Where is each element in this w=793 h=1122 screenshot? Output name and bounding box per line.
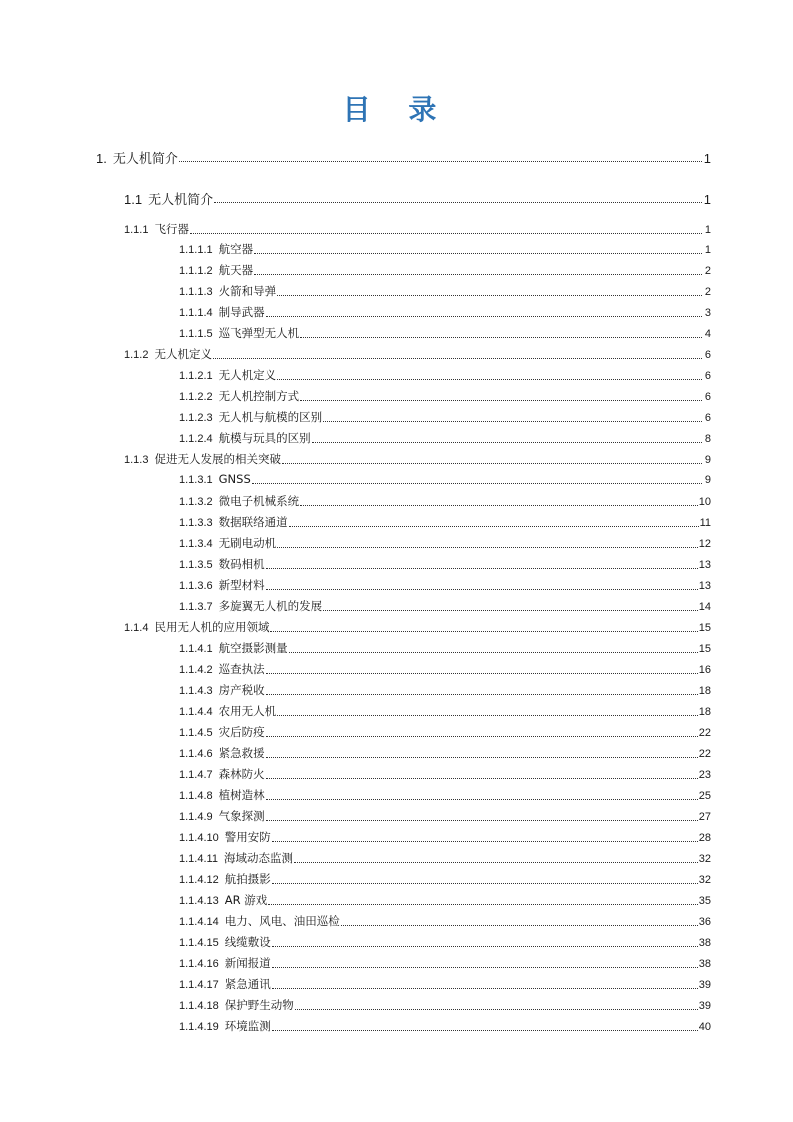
toc-entry-page-number: 9 <box>704 454 711 466</box>
toc-entry-level-4[interactable] <box>179 766 711 782</box>
toc-entry-level-4[interactable] <box>179 1018 711 1034</box>
toc-entry-page-number: 6 <box>704 412 711 424</box>
toc-entry-label: 制导武器 <box>218 305 265 319</box>
dot-leader <box>323 421 702 422</box>
dot-leader <box>266 757 698 758</box>
toc-entry-label: 火箭和导弹 <box>218 284 277 298</box>
toc-entry-page-number: 11 <box>699 517 711 529</box>
toc-entry-page-number: 13 <box>698 580 711 592</box>
toc-entry-level-4[interactable] <box>179 724 711 740</box>
toc-entry-label: 植树造林 <box>218 788 265 802</box>
toc-entry-number: 1.1 <box>124 192 143 207</box>
dot-leader <box>277 547 698 548</box>
toc-entry-label: 航空器 <box>218 242 254 256</box>
toc-entry-number: 1.1.2 <box>124 349 149 361</box>
toc-entry-label: 无人机控制方式 <box>218 389 300 403</box>
dot-leader <box>272 988 698 989</box>
toc-entry-number: 1.1.3.2 <box>179 496 213 508</box>
dot-leader <box>300 505 698 506</box>
toc-entry-label: 农用无人机 <box>218 704 277 718</box>
toc-entry-number: 1.1.3.5 <box>179 559 213 571</box>
toc-entry-number: 1.1.4.15 <box>179 937 219 949</box>
dot-leader <box>272 883 698 884</box>
toc-entry-label: 数码相机 <box>218 557 265 571</box>
toc-entry-page-number: 23 <box>698 769 711 781</box>
toc-entry-number: 1.1.4.14 <box>179 916 219 928</box>
toc-entry-number: 1.1.2.2 <box>179 391 213 403</box>
toc-entry-level-4[interactable] <box>179 703 711 719</box>
toc-entry-level-4[interactable] <box>179 325 711 341</box>
dot-leader <box>272 967 698 968</box>
dot-leader <box>266 694 698 695</box>
toc-entry-level-4[interactable] <box>179 472 711 486</box>
toc-entry-level-4[interactable] <box>179 535 711 551</box>
dot-leader <box>266 799 698 800</box>
toc-entry-level-4[interactable] <box>179 892 711 908</box>
toc-entry-label: 森林防火 <box>218 767 265 781</box>
toc-entry-page-number: 38 <box>698 937 711 949</box>
toc-entry-number: 1.1.4.5 <box>179 727 213 739</box>
toc-entry-number: 1.1.4.9 <box>179 811 213 823</box>
toc-entry-level-4[interactable] <box>179 262 711 278</box>
dot-leader <box>294 862 698 863</box>
dot-leader <box>277 715 698 716</box>
toc-entry-level-4[interactable] <box>179 304 711 320</box>
toc-entry-number: 1.1.2.4 <box>179 433 213 445</box>
toc-entry-page-number: 2 <box>704 286 711 298</box>
toc-entry-number: 1.1.3.3 <box>179 517 213 529</box>
toc-entry-label: 无人机简介 <box>112 152 178 167</box>
toc-entry-number: 1.1.1.3 <box>179 286 213 298</box>
toc-entry-level-4[interactable] <box>179 430 711 446</box>
toc-entry-label: 无人机与航模的区别 <box>218 410 323 424</box>
dot-leader <box>266 820 698 821</box>
toc-entry-page-number: 2 <box>704 265 711 277</box>
toc-entry-page-number: 10 <box>698 496 711 508</box>
toc-entry-page-number: 6 <box>704 391 711 403</box>
toc-entry-label: 民用无人机的应用领域 <box>154 620 270 634</box>
toc-entry-level-4[interactable] <box>179 661 711 677</box>
toc-entry-number: 1.1.4.11 <box>179 853 218 865</box>
toc-entry-page-number: 9 <box>704 474 711 486</box>
toc-entry-page-number: 25 <box>698 790 711 802</box>
dot-leader <box>295 1009 698 1010</box>
dot-leader <box>190 233 702 234</box>
toc-entry-number: 1.1.1.2 <box>179 265 213 277</box>
toc-entry-page-number: 12 <box>698 538 711 550</box>
toc-entry-number: 1.1.4.16 <box>179 958 219 970</box>
toc-entry-level-1[interactable] <box>96 148 711 167</box>
toc-entry-page-number: 15 <box>698 643 711 655</box>
toc-entry-level-4[interactable] <box>179 283 711 299</box>
toc-entry-page-number: 38 <box>698 958 711 970</box>
toc-entry-level-4[interactable] <box>179 577 711 593</box>
toc-entry-label: 新闻报道 <box>224 956 271 970</box>
toc-entry-level-4[interactable] <box>179 493 711 509</box>
toc-entry-page-number: 15 <box>698 622 711 634</box>
toc-entry-number: 1.1.4.17 <box>179 979 219 991</box>
toc-entry-label: 灾后防疫 <box>218 725 265 739</box>
toc-entry-level-4[interactable] <box>179 829 711 845</box>
toc-entry-level-4[interactable] <box>179 409 711 425</box>
toc-entry-number: 1.1.4.1 <box>179 643 213 655</box>
dot-leader <box>254 274 702 275</box>
dot-leader <box>268 904 697 905</box>
toc-entry-number: 1.1.3.6 <box>179 580 213 592</box>
toc-entry-level-4[interactable] <box>179 598 711 614</box>
toc-entry-label: 房产税收 <box>218 683 265 697</box>
toc-entry-number: 1.1.4.19 <box>179 1021 219 1033</box>
toc-entry-level-4[interactable] <box>179 997 711 1013</box>
toc-entry-level-4[interactable] <box>179 367 711 383</box>
toc-entry-label: 巡飞弹型无人机 <box>218 326 300 340</box>
toc-entry-number: 1.1.4.3 <box>179 685 213 697</box>
toc-entry-number: 1.1.3.4 <box>179 538 213 550</box>
toc-entry-level-4[interactable] <box>179 976 711 992</box>
dot-leader <box>300 337 702 338</box>
toc-entry-number: 1.1.1.1 <box>179 244 213 256</box>
toc-entry-level-4[interactable] <box>179 808 711 824</box>
toc-entry-level-4[interactable] <box>179 934 711 950</box>
toc-entry-page-number: 16 <box>698 664 711 676</box>
toc-entry-number: 1.1.4 <box>124 622 149 634</box>
toc-entry-label: 航模与玩具的区别 <box>218 431 311 445</box>
toc-entry-page-number: 14 <box>698 601 711 613</box>
toc-entry-number: 1.1.3 <box>124 454 149 466</box>
dot-leader <box>289 652 698 653</box>
toc-entry-label: 气象探测 <box>218 809 265 823</box>
toc-entry-page-number: 6 <box>704 349 711 361</box>
toc-entry-number: 1.1.4.13 <box>179 895 219 907</box>
toc-entry-number: 1.1.4.10 <box>179 832 219 844</box>
toc-entry-level-4[interactable] <box>179 388 711 404</box>
dot-leader <box>266 589 698 590</box>
dot-leader <box>282 463 702 464</box>
toc-entry-page-number: 18 <box>698 685 711 697</box>
dot-leader <box>312 442 702 443</box>
toc-entry-level-4[interactable] <box>179 745 711 761</box>
dot-leader <box>179 161 702 162</box>
toc-entry-level-4[interactable] <box>179 514 711 530</box>
toc-entry-label: 环境监测 <box>224 1019 271 1033</box>
toc-entry-label: 电力、风电、油田巡检 <box>224 914 340 928</box>
toc-entry-number: 1.1.1.4 <box>179 307 213 319</box>
toc-entry-label: 线缆敷设 <box>224 935 271 949</box>
dot-leader <box>266 778 698 779</box>
dot-leader <box>270 631 697 632</box>
toc-entry-number: 1.1.3.7 <box>179 601 213 613</box>
toc-entry-page-number: 3 <box>704 307 711 319</box>
toc-entry-page-number: 28 <box>698 832 711 844</box>
toc-entry-number: 1.1.4.2 <box>179 664 213 676</box>
toc-entry-label: 紧急救援 <box>218 746 265 760</box>
toc-entry-page-number: 6 <box>704 370 711 382</box>
toc-entry-level-3[interactable] <box>124 346 711 362</box>
toc-entry-level-4[interactable] <box>179 682 711 698</box>
toc-entry-level-4[interactable] <box>179 850 711 866</box>
toc-entry-label: GNSS <box>218 472 251 486</box>
toc-entry-level-4[interactable] <box>179 787 711 803</box>
toc-entry-number: 1.1.4.8 <box>179 790 213 802</box>
toc-entry-page-number: 39 <box>698 979 711 991</box>
toc-entry-level-4[interactable] <box>179 913 711 929</box>
toc-entry-number: 1.1.4.4 <box>179 706 213 718</box>
toc-entry-label: 无人机定义 <box>218 368 277 382</box>
toc-entry-number: 1.1.2.1 <box>179 370 213 382</box>
toc-entry-number: 1.1.4.12 <box>179 874 219 886</box>
toc-entry-label: 多旋翼无人机的发展 <box>218 599 323 613</box>
toc-entry-label: 巡查执法 <box>218 662 265 676</box>
toc-entry-label: 航天器 <box>218 263 254 277</box>
toc-entry-number: 1. <box>96 151 107 166</box>
toc-entry-label: 无刷电动机 <box>218 536 277 550</box>
dot-leader <box>272 1030 698 1031</box>
dot-leader <box>254 253 702 254</box>
dot-leader <box>341 925 698 926</box>
toc-entry-level-4[interactable] <box>179 955 711 971</box>
page-title: 目 录 <box>342 93 451 126</box>
toc-entry-page-number: 1 <box>704 244 711 256</box>
toc-entry-number: 1.1.1.5 <box>179 328 213 340</box>
toc-entry-number: 1.1.2.3 <box>179 412 213 424</box>
toc-entry-page-number: 39 <box>698 1000 711 1012</box>
dot-leader <box>252 483 702 484</box>
toc-entry-page-number: 1 <box>703 151 711 166</box>
toc-entry-page-number: 18 <box>698 706 711 718</box>
toc-entry-label: 无人机简介 <box>148 193 214 208</box>
dot-leader <box>272 841 698 842</box>
toc-entry-page-number: 40 <box>698 1021 711 1033</box>
toc-entry-level-4[interactable] <box>179 871 711 887</box>
dot-leader <box>214 202 702 203</box>
toc-entry-number: 1.1.3.1 <box>179 474 213 486</box>
toc-entry-number: 1.1.4.7 <box>179 769 213 781</box>
toc-entry-label: 新型材料 <box>218 578 265 592</box>
toc-entry-level-4[interactable] <box>179 556 711 572</box>
toc-entry-page-number: 27 <box>698 811 711 823</box>
toc-entry-label: 紧急通讯 <box>224 977 271 991</box>
toc-entry-label: 航拍摄影 <box>224 872 271 886</box>
dot-leader <box>277 379 702 380</box>
toc-entry-label: 微电子机械系统 <box>218 494 300 508</box>
toc-entry-page-number: 36 <box>698 916 711 928</box>
toc-entry-page-number: 13 <box>698 559 711 571</box>
toc-entry-label: 促进无人发展的相关突破 <box>154 452 281 466</box>
toc-entry-level-4[interactable] <box>179 241 711 257</box>
toc-entry-level-2[interactable] <box>124 189 711 208</box>
toc-entry-page-number: 22 <box>698 727 711 739</box>
dot-leader <box>213 358 702 359</box>
toc-entry-page-number: 22 <box>698 748 711 760</box>
toc-entry-page-number: 8 <box>704 433 711 445</box>
toc-entry-level-4[interactable] <box>179 640 711 656</box>
dot-leader <box>266 736 698 737</box>
toc-entry-page-number: 1 <box>704 224 711 236</box>
dot-leader <box>323 610 698 611</box>
toc-entry-page-number: 32 <box>698 874 711 886</box>
toc-entry-label: 飞行器 <box>154 222 189 236</box>
toc-entry-number: 1.1.4.6 <box>179 748 213 760</box>
toc-entry-level-3[interactable] <box>124 221 711 237</box>
toc-entry-label: 警用安防 <box>224 830 271 844</box>
dot-leader <box>266 568 698 569</box>
toc-entry-page-number: 4 <box>704 328 711 340</box>
toc-entry-page-number: 32 <box>698 853 711 865</box>
dot-leader <box>266 673 698 674</box>
toc-entry-label: 无人机定义 <box>154 347 212 361</box>
dot-leader <box>272 946 698 947</box>
toc-entry-label: 数据联络通道 <box>218 515 288 529</box>
dot-leader <box>266 316 702 317</box>
toc-entry-number: 1.1.1 <box>124 224 149 236</box>
toc-entry-page-number: 1 <box>703 192 711 207</box>
toc-entry-page-number: 35 <box>698 895 711 907</box>
dot-leader <box>289 526 699 527</box>
dot-leader <box>300 400 702 401</box>
dot-leader <box>277 295 702 296</box>
toc-entry-level-3[interactable] <box>124 451 711 467</box>
toc-entry-label: AR 游戏 <box>224 893 268 907</box>
toc-entry-label: 航空摄影测量 <box>218 641 288 655</box>
toc-entry-number: 1.1.4.18 <box>179 1000 219 1012</box>
toc-entry-label: 保护野生动物 <box>224 998 294 1012</box>
toc-entry-level-3[interactable] <box>124 619 711 635</box>
toc-entry-label: 海域动态监测 <box>223 851 293 865</box>
